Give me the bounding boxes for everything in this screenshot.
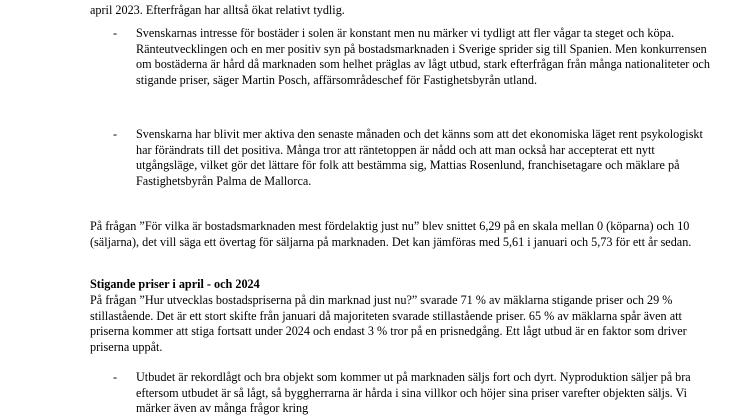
bullet-item-rosenlund <box>113 127 713 191</box>
paragraph-prices: På frågan ”Hur utvecklas bostadspriserna på din marknad just nu?” svarade 71 % av mäklarna stigande priser och 29 % stillastående. Det är ett stort skifte från januari då majoriteten svarade stillastående priser. 65 % av mäklarna spår även att priserna kommer att stiga fortsatt under 2024 och endast 3 % tror på en prisnedgång. Ett lågt utbud är en faktor som driver priserna uppåt. <box>90 293 687 354</box>
bullet-item-supply <box>113 370 713 419</box>
bullet-dash: - <box>113 127 118 141</box>
bullet-item-posch <box>113 26 713 106</box>
section-heading-prices: Stigande priser i april - och 2024 <box>90 277 260 291</box>
bullet-dash: - <box>113 370 118 384</box>
intro-tail-text: april 2023. Efterfrågan har alltså ökat relativt tydlig. <box>90 3 345 17</box>
bullet-text-posch: Svenskarnas intresse för bostäder i solen är konstant men nu märker vi tydligt att fler vågar ta steget och köpa. Ränteutvecklingen och en mer positiv syn på bostadsmarknaden i Sverige sprider sig till Spanien. Men konkurrensen om bostäderna är hård då marknaden som helhet präglas av lågt utbud, stark efterfrågan från många nationaliteter och stigande priser, säger Martin Posch, affärsområdeschef för Fastighetsbyrån utland. <box>136 26 710 87</box>
bullet-text-supply: Utbudet är rekordlågt och bra objekt som kommer ut på marknaden säljs fort och dyrt. Nyproduktion säljer på bra eftersom utbudet är så lågt, så byggherrarna är hårda i sina villkor och höjer sina priser varefter objekten säljs. Vi märker även av många frågor kring <box>136 370 691 416</box>
bullet-dash: - <box>113 26 118 40</box>
bullet-text-rosenlund: Svenskarna har blivit mer aktiva den senaste månaden och det känns som att det ekonomiska läget rent psykologiskt har förändrats till det positiva. Många tror att räntetoppen är nådd och att man också har accepterat ett nytt utgångsläge, vilket gör det lättare för folk att bestämma sig, Mattias Rosenlund, franchisetagare och mäklare på Fastighetsbyrån Palma de Mallorca. <box>136 127 703 188</box>
paragraph-market-index: På frågan ”För vilka är bostadsmarknaden mest fördelaktig just nu” blev snittet 6,29 på en skala mellan 0 (köparna) och 10 (säljarna), det vill säga ett övertag för säljarna på marknaden. Det kan jämföras med 5,61 i januari och 5,73 för ett år sedan. <box>90 219 692 249</box>
